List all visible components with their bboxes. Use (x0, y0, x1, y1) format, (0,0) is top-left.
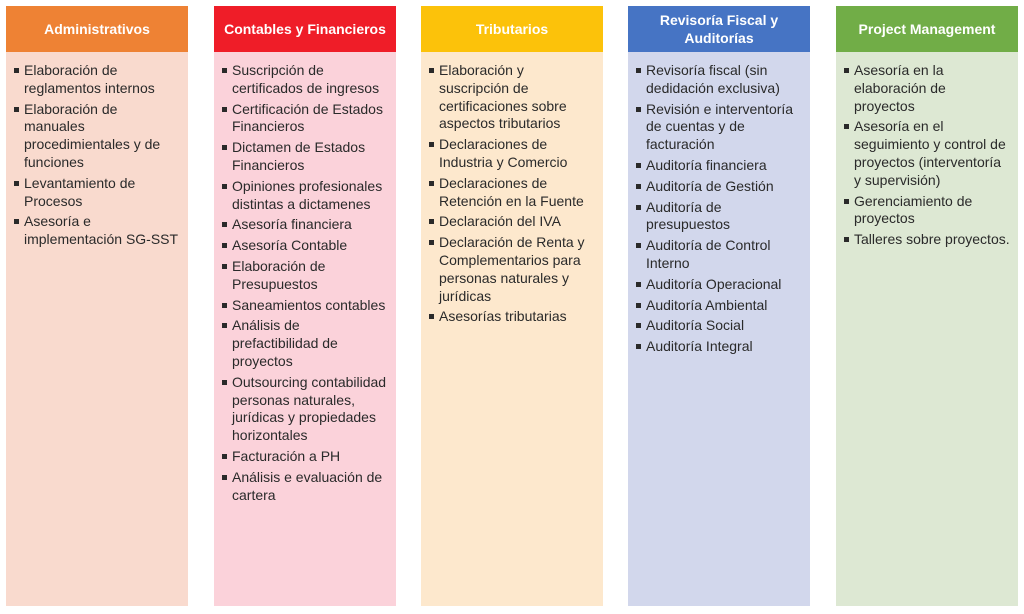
list-item: Revisoría fiscal (sin dedidación exclusiva) (646, 62, 802, 98)
list-item: Saneamientos contables (232, 297, 388, 315)
list-item: Gerenciamiento de proyectos (854, 193, 1010, 229)
list-item: Elaboración y suscripción de certificaciones sobre aspectos tributarios (439, 62, 595, 133)
list-item: Auditoría de Gestión (646, 178, 802, 196)
list-item: Declaraciones de Industria y Comercio (439, 136, 595, 172)
column-title: Contables y Financieros (224, 21, 386, 37)
column-header (628, 6, 810, 52)
column-header (6, 6, 188, 52)
column-header (836, 6, 1018, 52)
list-item: Talleres sobre proyectos. (854, 231, 1010, 248)
list-item: Revisión e interventoría de cuentas y de facturación (646, 101, 802, 154)
list-item: Auditoría Operacional (646, 276, 802, 294)
list-item: Análisis e evaluación de cartera (232, 469, 388, 505)
item-list (421, 52, 603, 326)
column-header (421, 6, 603, 52)
list-item: Facturación a PH (232, 448, 388, 466)
column-administrativos (6, 6, 188, 606)
column-project-management (836, 6, 1018, 606)
column-body (214, 52, 396, 606)
list-item: Asesorías tributarias (439, 308, 595, 326)
column-body (421, 52, 603, 606)
list-item: Auditoría financiera (646, 157, 802, 175)
list-item: Declaración de Renta y Complementarios para personas naturales y jurídicas (439, 234, 595, 305)
list-item: Declaraciones de Retención en la Fuente (439, 175, 595, 211)
list-item: Levantamiento de Procesos (24, 175, 180, 211)
list-item: Auditoría Ambiental (646, 297, 802, 315)
list-item: Elaboración de reglamentos internos (24, 62, 180, 98)
list-item: Elaboración de manuales procedimientales y de funciones (24, 101, 180, 172)
list-item: Declaración del IVA (439, 213, 595, 231)
list-item: Auditoría Social (646, 317, 802, 335)
item-list (836, 52, 1018, 249)
column-body (6, 52, 188, 606)
list-item: Asesoría en la elaboración de proyectos (854, 62, 1010, 115)
list-item: Auditoría de presupuestos (646, 199, 802, 235)
list-item: Outsourcing contabilidad personas naturales, jurídicas y propiedades horizontales (232, 373, 387, 444)
list-item: Auditoría de Control Interno (646, 237, 802, 273)
column-revisoria-fiscal-auditorias (628, 6, 810, 606)
column-title: Administrativos (44, 21, 150, 37)
list-item: Auditoría Integral (646, 338, 802, 356)
item-list (6, 52, 188, 249)
list-item: Suscripción de certificados de ingresos (232, 62, 388, 98)
list-item: Asesoría Contable (232, 237, 388, 255)
column-tributarios (421, 6, 603, 606)
item-list (628, 52, 810, 356)
column-title: Tributarios (475, 21, 549, 37)
column-contables-financieros (214, 6, 396, 606)
list-item: Análisis de prefactibilidad de proyectos (232, 317, 388, 370)
list-item: Asesoría e implementación SG-SST (24, 213, 179, 248)
item-list (214, 52, 396, 504)
list-item: Opiniones profesionales distintas a dictamenes (232, 178, 388, 214)
column-title: Project Management (858, 21, 996, 37)
list-item: Asesoría en el seguimiento y control de proyectos (interventoría y supervisión) (854, 118, 1010, 189)
list-item: Certificación de Estados Financieros (232, 101, 388, 137)
list-item: Elaboración de Presupuestos (232, 258, 388, 294)
column-body (628, 52, 810, 606)
column-body (836, 52, 1018, 606)
list-item: Asesoría financiera (232, 216, 388, 234)
column-header (214, 6, 396, 52)
column-title: Revisoría Fiscal y Auditorías (659, 12, 779, 46)
list-item: Dictamen de Estados Financieros (232, 139, 388, 175)
